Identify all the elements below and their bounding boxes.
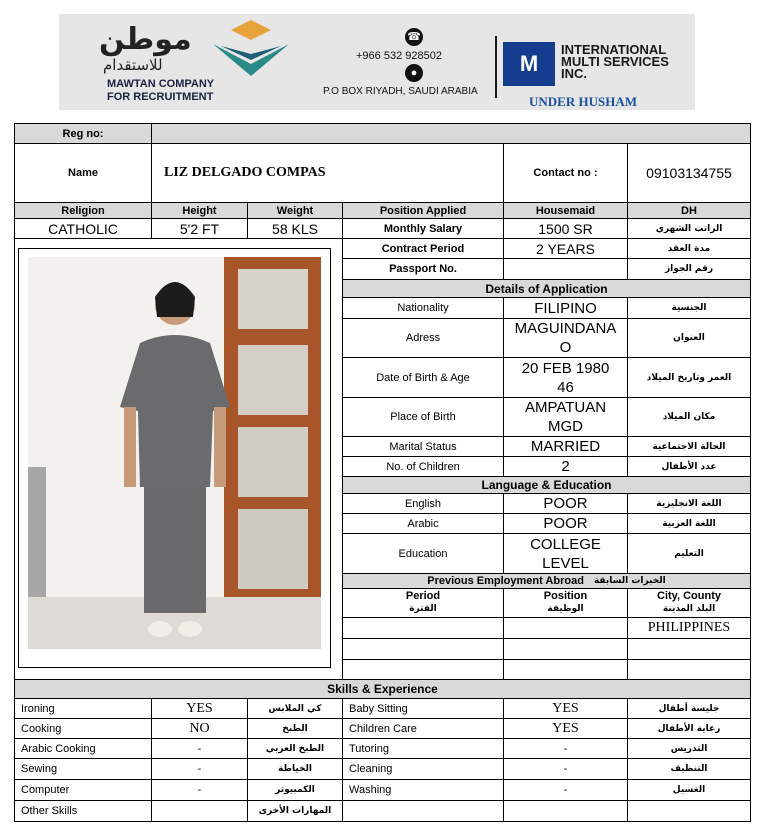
skill-cooking-label: Cooking (14, 718, 152, 739)
arabic-value: POOR (503, 513, 628, 534)
skill-sewing-value: - (151, 758, 248, 780)
contract-period-value: 2 YEARS (503, 238, 628, 259)
skill-tutoring-value: - (503, 738, 628, 759)
skill-washing-arabic: الغسيل (627, 779, 751, 801)
company-phone: +966 532 928502 (356, 50, 442, 62)
skill-tutoring-arabic: التدريس (627, 738, 751, 759)
employment-col-city: City, County البلد المدينة (627, 588, 751, 618)
mawtan-logo-icon (211, 20, 291, 76)
skill-baby-sitting-value: YES (503, 698, 628, 719)
skill-other-arabic: المهارات الأخرى (247, 800, 343, 822)
salary-arabic: الراتب الشهري (627, 218, 751, 239)
employment-row-city (627, 638, 751, 660)
passport-arabic: رقم الجواز (627, 258, 751, 280)
details-of-application-heading: Details of Application (342, 279, 751, 298)
location-pin-icon: ● (405, 64, 423, 82)
skill-baby-sitting-arabic: جليسة أطفال (627, 698, 751, 719)
photo-frame (18, 248, 331, 668)
mawtan-arabic-logo: موطن (99, 22, 192, 57)
arabic-label: Arabic (342, 513, 504, 534)
contract-period-arabic: مدة العقد (627, 238, 751, 259)
phone-icon: ☎ (405, 28, 423, 46)
skill-empty-cell (342, 800, 504, 822)
children-label: No. of Children (342, 456, 504, 477)
salary-value: 1500 SR (503, 218, 628, 239)
contract-period-label: Contract Period (342, 238, 504, 259)
skills-experience-heading: Skills & Experience (14, 679, 751, 699)
children-arabic: عدد الأطفال (627, 456, 751, 477)
skill-cleaning-label: Cleaning (342, 758, 504, 780)
skill-other-label: Other Skills (14, 800, 152, 822)
language-education-heading: Language & Education (342, 476, 751, 494)
ims-logo-icon: M (503, 42, 555, 86)
skill-children-care-arabic: رعاية الأطفال (627, 718, 751, 739)
skill-washing-value: - (503, 779, 628, 801)
mawtan-arabic-subtitle: للاستقدام (103, 56, 163, 74)
nationality-value: FILIPINO (503, 297, 628, 319)
employment-row-city: PHILIPPINES (627, 617, 751, 639)
applicant-photo (28, 257, 321, 649)
employment-row-position (503, 659, 628, 680)
dob-age-arabic: العمر وتاريخ الميلاد (627, 357, 751, 398)
mawtan-company-name: MAWTAN COMPANY FOR RECRUITMENT (107, 78, 215, 103)
religion-label: Religion (14, 202, 152, 219)
place-of-birth-value: AMPATUAN MGD (503, 397, 628, 437)
skill-ironing-arabic: كي الملابس (247, 698, 343, 719)
skill-arabic-cooking-label: Arabic Cooking (14, 738, 152, 759)
skill-other-value (151, 800, 248, 822)
skill-washing-label: Washing (342, 779, 504, 801)
header-banner (59, 14, 695, 110)
employment-col-period: Period الفترة (342, 588, 504, 618)
passport-label: Passport No. (342, 258, 504, 280)
skill-ironing-label: Ironing (14, 698, 152, 719)
dob-age-value: 20 FEB 1980 46 (503, 357, 628, 398)
place-of-birth-label: Place of Birth (342, 397, 504, 437)
under-husham: UNDER HUSHAM (529, 94, 637, 109)
skill-tutoring-label: Tutoring (342, 738, 504, 759)
english-arabic: اللغة الانجليزية (627, 493, 751, 514)
nationality-arabic: الجنسية (627, 297, 751, 319)
place-of-birth-arabic: مكان الميلاد (627, 397, 751, 437)
ims-company-name: INTERNATIONAL MULTI SERVICES INC. (561, 42, 669, 81)
skill-sewing-arabic: الخياطة (247, 758, 343, 780)
employment-row-period (342, 638, 504, 660)
skill-computer-arabic: الكمبيوتر (247, 779, 343, 801)
banner-divider (495, 36, 497, 98)
skill-empty-cell (627, 800, 751, 822)
religion-value: CATHOLIC (14, 218, 152, 239)
employment-row-period (342, 659, 504, 680)
employment-row-position (503, 617, 628, 639)
marital-status-value: MARRIED (503, 436, 628, 457)
education-value: COLLEGE LEVEL (503, 533, 628, 574)
english-value: POOR (503, 493, 628, 514)
marital-status-label: Marital Status (342, 436, 504, 457)
skill-computer-value: - (151, 779, 248, 801)
skill-children-care-label: Children Care (342, 718, 504, 739)
skill-cooking-arabic: الطبخ (247, 718, 343, 739)
company-address: P.O BOX RIYADH, SAUDI ARABIA (323, 86, 478, 97)
skill-children-care-value: YES (503, 718, 628, 739)
skill-baby-sitting-label: Baby Sitting (342, 698, 504, 719)
education-label: Education (342, 533, 504, 574)
skill-cleaning-value: - (503, 758, 628, 780)
skill-ironing-value: YES (151, 698, 248, 719)
position-applied-value: Housemaid (503, 202, 628, 219)
contact-value: 09103134755 (627, 143, 751, 203)
skill-arabic-cooking-arabic: الطبخ العربي (247, 738, 343, 759)
salary-label: Monthly Salary (342, 218, 504, 239)
skill-arabic-cooking-value: - (151, 738, 248, 759)
employment-row-position (503, 638, 628, 660)
passport-value (503, 258, 628, 280)
skill-computer-label: Computer (14, 779, 152, 801)
employment-row-period (342, 617, 504, 639)
skill-cooking-value: NO (151, 718, 248, 739)
skill-sewing-label: Sewing (14, 758, 152, 780)
height-value: 5'2 FT (151, 218, 248, 239)
name-value: LIZ DELGADO COMPAS (151, 143, 504, 203)
weight-label: Weight (247, 202, 343, 219)
position-code: DH (627, 202, 751, 219)
contact-label: Contact no : (503, 143, 628, 203)
position-applied-label: Position Applied (342, 202, 504, 219)
address-label: Adress (342, 318, 504, 358)
english-label: English (342, 493, 504, 514)
marital-status-arabic: الحالة الاجتماعية (627, 436, 751, 457)
children-value: 2 (503, 456, 628, 477)
education-arabic: التعليم (627, 533, 751, 574)
skill-cleaning-arabic: التنظيف (627, 758, 751, 780)
height-label: Height (151, 202, 248, 219)
dob-age-label: Date of Birth & Age (342, 357, 504, 398)
employment-row-city (627, 659, 751, 680)
weight-value: 58 KLS (247, 218, 343, 239)
arabic-arabic: اللغة العربية (627, 513, 751, 534)
name-label: Name (14, 143, 152, 203)
address-arabic: العنوان (627, 318, 751, 358)
reg-no-value (151, 123, 751, 144)
address-value: MAGUINDANA O (503, 318, 628, 358)
reg-no-label: Reg no: (14, 123, 152, 144)
employment-col-position: Position الوظيفة (503, 588, 628, 618)
previous-employment-heading: Previous Employment Abroad الخبرات السابقة (342, 573, 751, 589)
skill-empty-cell (503, 800, 628, 822)
nationality-label: Nationality (342, 297, 504, 319)
